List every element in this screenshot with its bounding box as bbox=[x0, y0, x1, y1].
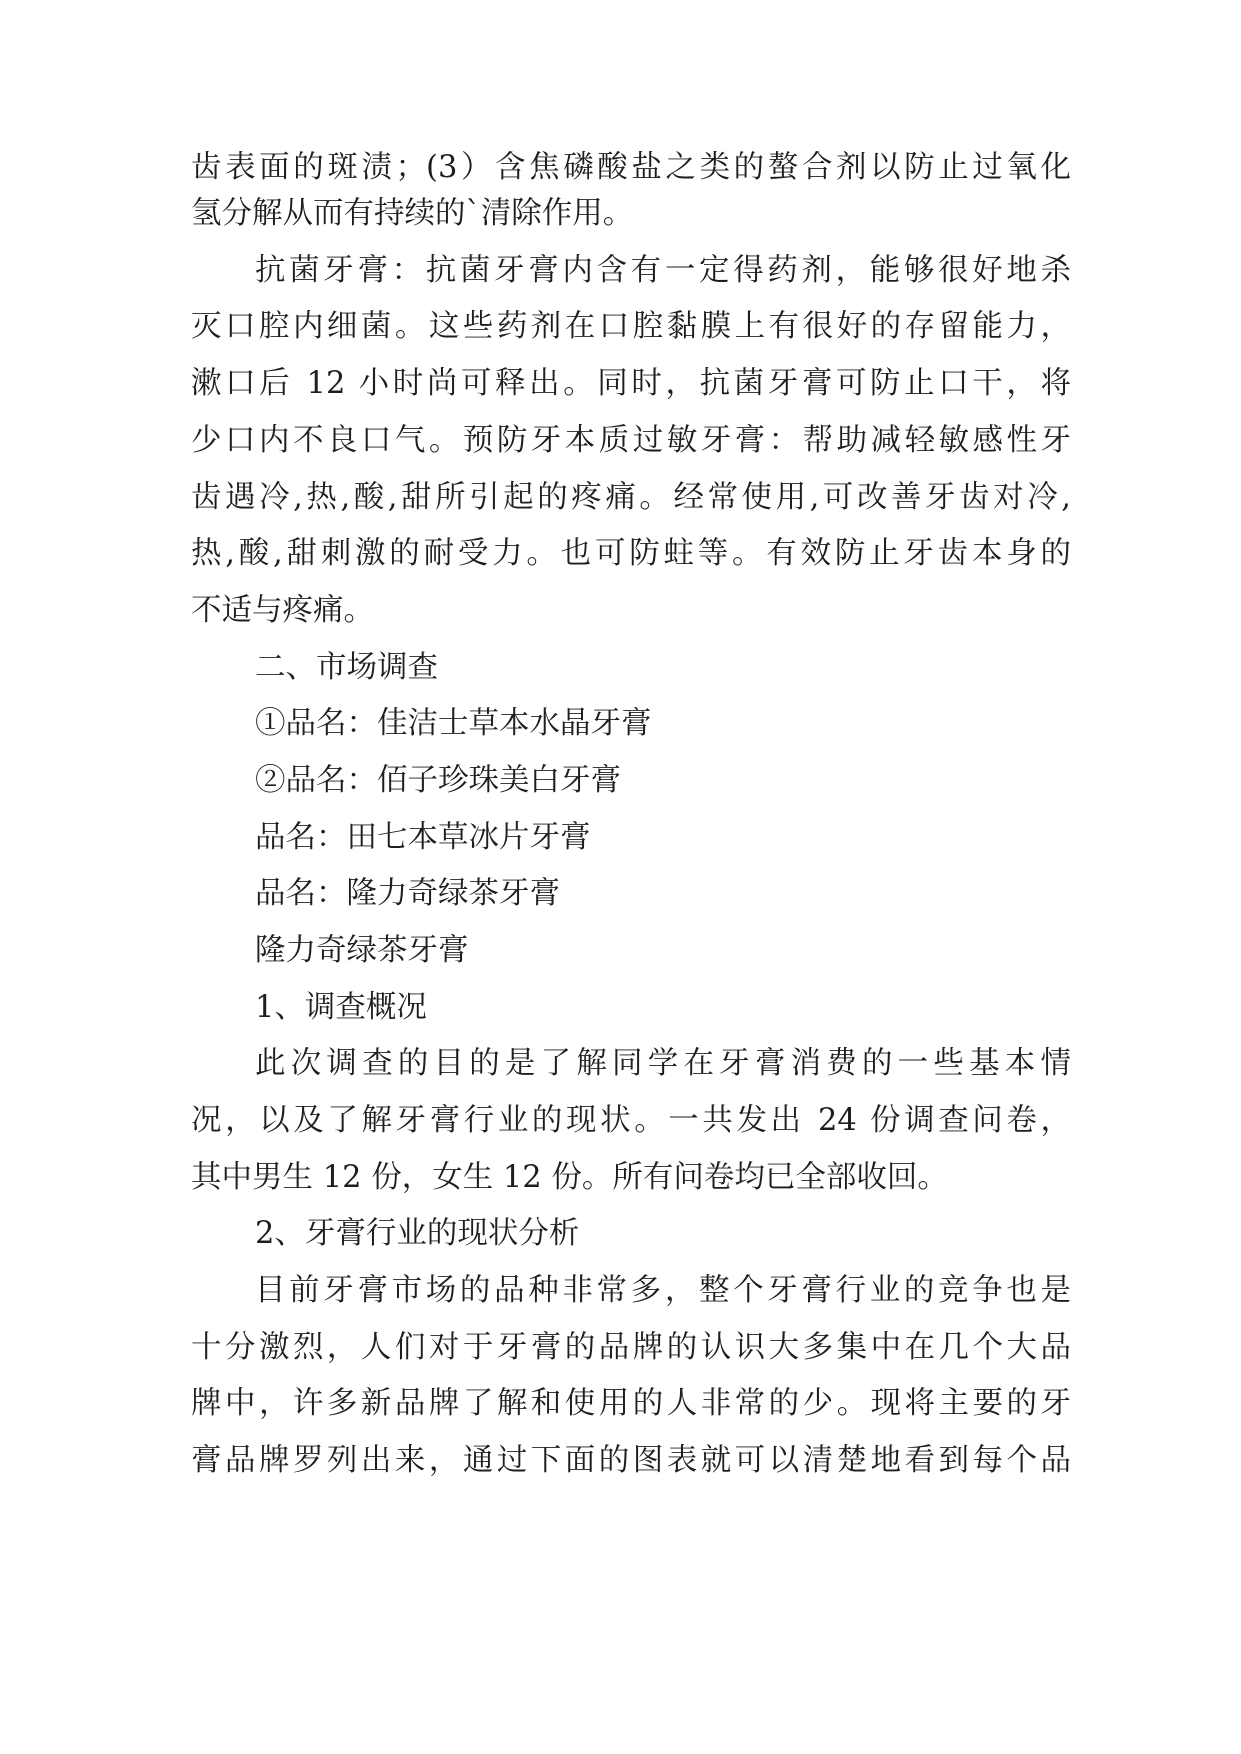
list-item: 品名：田七本草冰片牙膏 bbox=[255, 820, 591, 855]
paragraph-line: 况，以及了解牙膏行业的现状。一共发出 24 份调查问卷， bbox=[191, 1103, 1071, 1138]
paragraph-line: 其中男生 12 份，女生 12 份。所有问卷均已全部收回。 bbox=[191, 1160, 948, 1195]
paragraph-line: 氢分解从而有持续的`清除作用。 bbox=[191, 196, 634, 231]
paragraph-line: 漱口后 12 小时尚可释出。同时，抗菌牙膏可防止口干，将 bbox=[191, 366, 1071, 401]
paragraph-line: 齿遇冷,热,酸,甜所引起的疼痛。经常使用,可改善牙齿对冷, bbox=[191, 480, 1071, 515]
paragraph-line: 热,酸,甜刺激的耐受力。也可防蛀等。有效防止牙齿本身的 bbox=[191, 536, 1071, 571]
list-item: ②品名：佰子珍珠美白牙膏 bbox=[255, 763, 621, 798]
section-heading: 二、市场调查 bbox=[255, 650, 438, 685]
paragraph-line: 目前牙膏市场的品种非常多，整个牙膏行业的竞争也是 bbox=[255, 1273, 1071, 1308]
paragraph-line: 此次调查的目的是了解同学在牙膏消费的一些基本情 bbox=[255, 1046, 1071, 1081]
paragraph-line: 少口内不良口气。预防牙本质过敏牙膏：帮助减轻敏感性牙 bbox=[191, 423, 1071, 458]
paragraph-line: 抗菌牙膏：抗菌牙膏内含有一定得药剂，能够很好地杀 bbox=[255, 253, 1071, 288]
paragraph-line: 不适与疼痛。 bbox=[191, 593, 374, 628]
subsection-heading: 1、调查概况 bbox=[255, 990, 427, 1025]
paragraph-line: 隆力奇绿茶牙膏 bbox=[255, 933, 469, 968]
list-item: ①品名：佳洁士草本水晶牙膏 bbox=[255, 706, 652, 741]
paragraph-line: 灭口腔内细菌。这些药剂在口腔黏膜上有很好的存留能力， bbox=[191, 309, 1071, 344]
paragraph-line: 牌中，许多新品牌了解和使用的人非常的少。现将主要的牙 bbox=[191, 1386, 1071, 1421]
paragraph-line: 齿表面的斑渍；(3）含焦磷酸盐之类的螯合剂以防止过氧化 bbox=[191, 150, 1071, 185]
paragraph-line: 十分激烈，人们对于牙膏的品牌的认识大多集中在几个大品 bbox=[191, 1330, 1071, 1365]
paragraph-line: 膏品牌罗列出来，通过下面的图表就可以清楚地看到每个品 bbox=[191, 1443, 1071, 1478]
list-item: 品名：隆力奇绿茶牙膏 bbox=[255, 876, 560, 911]
subsection-heading: 2、牙膏行业的现状分析 bbox=[255, 1216, 580, 1251]
